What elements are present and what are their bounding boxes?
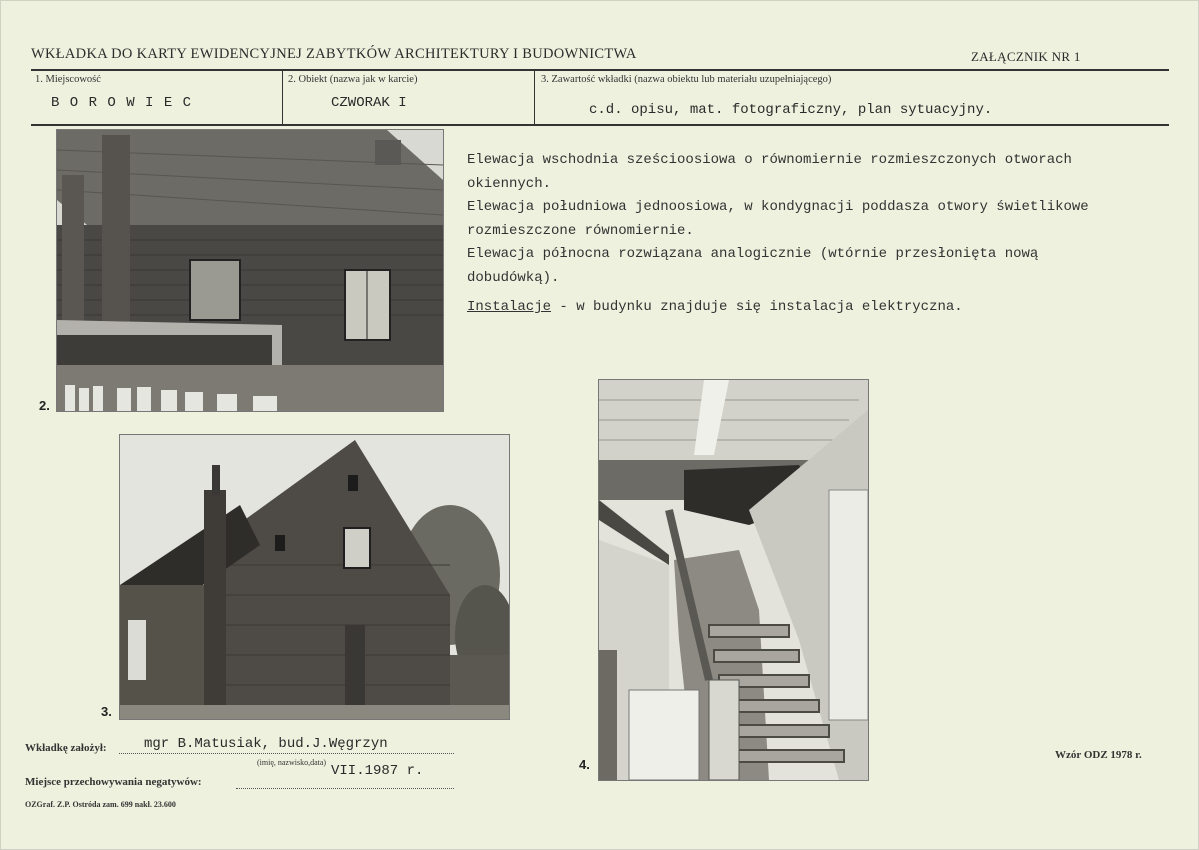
- description-block: [467, 149, 1117, 320]
- annex-number: ZAŁĄCZNIK NR 1: [971, 49, 1081, 64]
- author-line: [119, 753, 454, 754]
- photo-4-staircase: [598, 379, 869, 781]
- description-south-elevation: Elewacja południowa jednoosiowa, w kondygnacji poddasza otwory świetlikowe rozmieszczone równomiernie.: [467, 199, 1089, 239]
- description-east-elevation: Elewacja wschodnia sześcioosiowa o równomiernie rozmieszczonych otworach okiennych.: [467, 152, 1072, 192]
- photo-2-east-elevation: [56, 129, 444, 412]
- description-north-elevation: Elewacja północna rozwiązana analogicznie (wtórnie przesłonięta nową dobudówką).: [467, 246, 1039, 286]
- author-value: mgr B.Matusiak, bud.J.Węgrzyn: [144, 736, 388, 752]
- description-installations: [467, 296, 1117, 320]
- printer-note: OZGraf. Z.P. Ostróda zam. 699 nakł. 23.600: [25, 800, 176, 809]
- field-3-value: c.d. opisu, mat. fotograficzny, plan sytuacyjny.: [589, 102, 993, 118]
- field-1-label: 1. Miejscowość: [35, 74, 101, 85]
- author-label: Wkładkę założył:: [25, 742, 107, 754]
- installations-text: - w budynku znajduje się instalacja elektryczna.: [551, 299, 963, 315]
- field-2-label: 2. Obiekt (nazwa jak w karcie): [288, 74, 418, 85]
- fields-rule: [31, 124, 1169, 126]
- author-hint: (imię, nazwisko,data): [257, 758, 327, 767]
- field-2-value: CZWORAK I: [331, 95, 407, 111]
- date-value: VII.1987 r.: [331, 763, 424, 779]
- field-divider-1: [282, 71, 283, 124]
- field-1-value: B O R O W I E C: [51, 95, 193, 111]
- field-3-label: 3. Zawartość wkładki (nazwa obiektu lub materiału uzupełniającego): [541, 74, 832, 85]
- photo-2-number: 2.: [39, 398, 50, 413]
- field-divider-2: [534, 71, 535, 124]
- form-template: Wzór ODZ 1978 r.: [1055, 749, 1142, 761]
- header-rule: [31, 69, 1169, 71]
- negatives-label: Miejsce przechowywania negatywów:: [25, 776, 202, 788]
- photo-3-number: 3.: [101, 704, 112, 719]
- photo-3-gable-elevation: [119, 434, 510, 720]
- negatives-line: [236, 788, 454, 789]
- installations-label: Instalacje: [467, 299, 552, 315]
- photo-4-number: 4.: [579, 757, 590, 772]
- card-title: WKŁADKA DO KARTY EWIDENCYJNEJ ZABYTKÓW ARCHITEKTURY I BUDOWNICTWA: [31, 46, 637, 62]
